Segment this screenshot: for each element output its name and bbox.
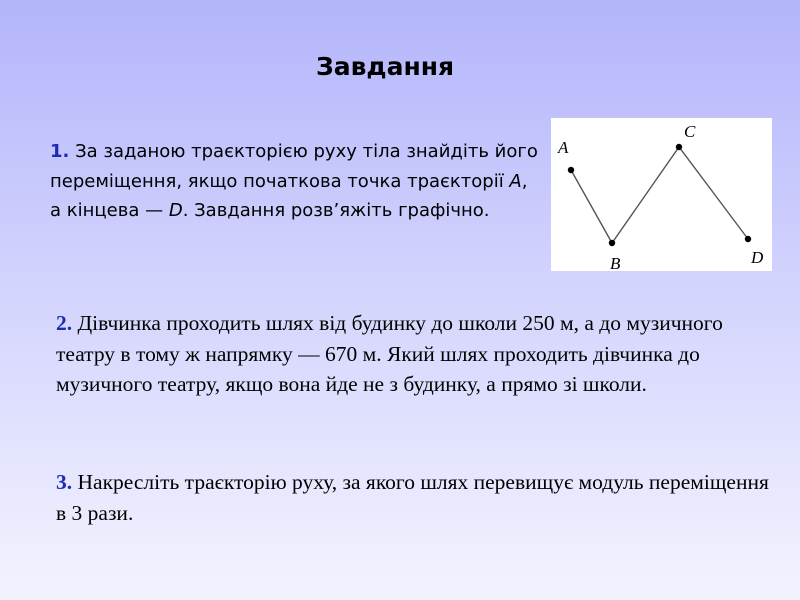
task-2-text: Дівчинка проходить шлях від будинку до школи 250 м, а до музичного театру в тому ж напрямку — 670 м. Який шлях проходить дівчинка до музичного театру, якщо вона йде не з будинку, а прямо зі школи. xyxy=(56,311,723,396)
trajectory-figure xyxy=(551,118,772,271)
task-3 xyxy=(56,467,776,528)
task-1-text-part1: За заданою траєкторією руху тіла знайдіть його переміщення, якщо початкова точка траєкторії xyxy=(50,141,538,192)
point-c-label: C xyxy=(684,122,696,141)
task-2 xyxy=(56,308,776,400)
task-1-number: 1. xyxy=(50,141,70,162)
point-a-dot xyxy=(568,167,574,173)
point-b-label: B xyxy=(610,254,621,271)
task-3-text: Накресліть траєкторію руху, за якого шлях перевищує модуль переміщення в 3 рази. xyxy=(56,470,769,525)
trajectory-path xyxy=(571,147,748,243)
point-c-dot xyxy=(676,144,682,150)
task-1-text-part3: . Завдання розв’яжіть графічно. xyxy=(182,200,490,221)
task-1-point-a: A xyxy=(509,170,522,192)
point-d-label: D xyxy=(751,248,764,267)
task-1-text-part2: , а кінцева — xyxy=(50,170,528,221)
trajectory-diagram xyxy=(551,118,772,271)
point-d-dot xyxy=(745,236,751,242)
page-title: Завдання xyxy=(315,52,455,81)
task-3-number: 3. xyxy=(56,470,73,494)
task-2-number: 2. xyxy=(56,311,73,335)
point-b-dot xyxy=(609,240,615,246)
task-1 xyxy=(50,137,540,226)
task-1-point-d: D xyxy=(168,200,183,221)
point-a-label: A xyxy=(558,138,569,157)
